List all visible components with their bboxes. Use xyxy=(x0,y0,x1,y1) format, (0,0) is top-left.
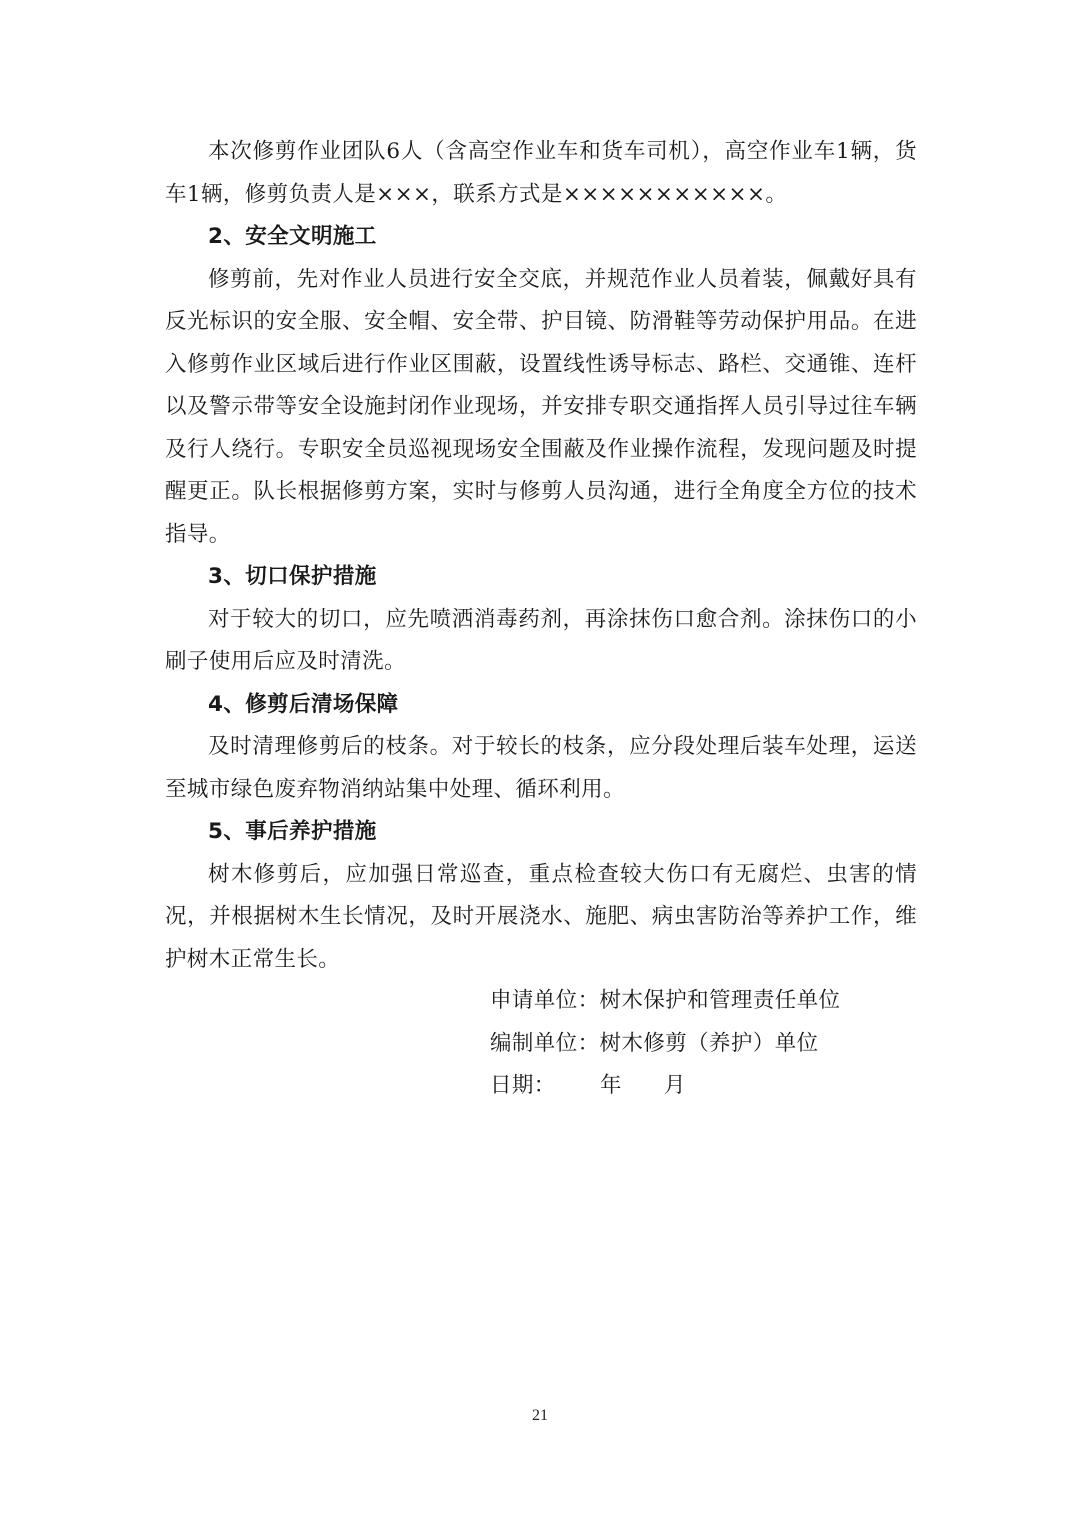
section-text-cut-protection: 对于较大的切口，应先喷洒消毒药剂，再涂抹伤口愈合剂。涂抹伤口的小刷子使用后应及时清洗。 xyxy=(165,606,917,674)
compiler-line xyxy=(490,1023,910,1066)
section-heading-aftercare: 5、事后养护措施 xyxy=(208,819,377,844)
page-number: 21 xyxy=(532,1407,548,1424)
section-heading-cut-protection: 3、切口保护措施 xyxy=(208,564,377,589)
applicant-value: 树木保护和管理责任单位 xyxy=(599,988,841,1013)
section-text-cleanup: 及时清理修剪后的枝条。对于较长的枝条，应分段处理后装车处理，运送至城市绿色废弃物消纳站集中处理、循环利用。 xyxy=(165,734,917,802)
compiler-label: 编制单位： xyxy=(490,1030,600,1056)
applicant-label: 申请单位： xyxy=(490,988,600,1013)
intro-paragraph: 本次修剪作业团队6人（含高空作业车和货车司机），高空作业车1辆，货车1辆，修剪负责人是×××，联系方式是×××××××××××。 xyxy=(165,139,917,207)
compiler-value: 树木修剪（养护）单位 xyxy=(599,1030,819,1056)
year-label: 年 xyxy=(600,1073,622,1098)
date-label: 日期： xyxy=(490,1073,556,1098)
section-text-safety: 修剪前，先对作业人员进行安全交底，并规范作业人员着装，佩戴好具有反光标识的安全服、安全帽、安全带、护目镜、防滑鞋等劳动保护用品。在进入修剪作业区域后进行作业区围蔽，设置线性诱导标志、路栏、交通锥、连杆以及警示带等安全设施封闭作业现场，并安排专职交通指挥人员引导过往车辆及行人绕行。专职安全员巡视现场安全围蔽及作业操作流程，发现问题及时提醒更正。队长根据修剪方案，实时与修剪人员沟通，进行全角度全方位的技术指导。 xyxy=(165,266,917,547)
month-label: 月 xyxy=(664,1073,686,1098)
document-body xyxy=(165,131,917,981)
applicant-line xyxy=(490,980,910,1023)
date-line xyxy=(490,1065,910,1108)
section-text-aftercare: 树木修剪后，应加强日常巡查，重点检查较大伤口有无腐烂、虫害的情况，并根据树木生长情况，及时开展浇水、施肥、病虫害防治等养护工作，维护树木正常生长。 xyxy=(165,861,917,972)
section-heading-safety: 2、安全文明施工 xyxy=(208,224,377,249)
signature-block xyxy=(490,980,910,1108)
section-heading-cleanup: 4、修剪后清场保障 xyxy=(208,691,399,717)
